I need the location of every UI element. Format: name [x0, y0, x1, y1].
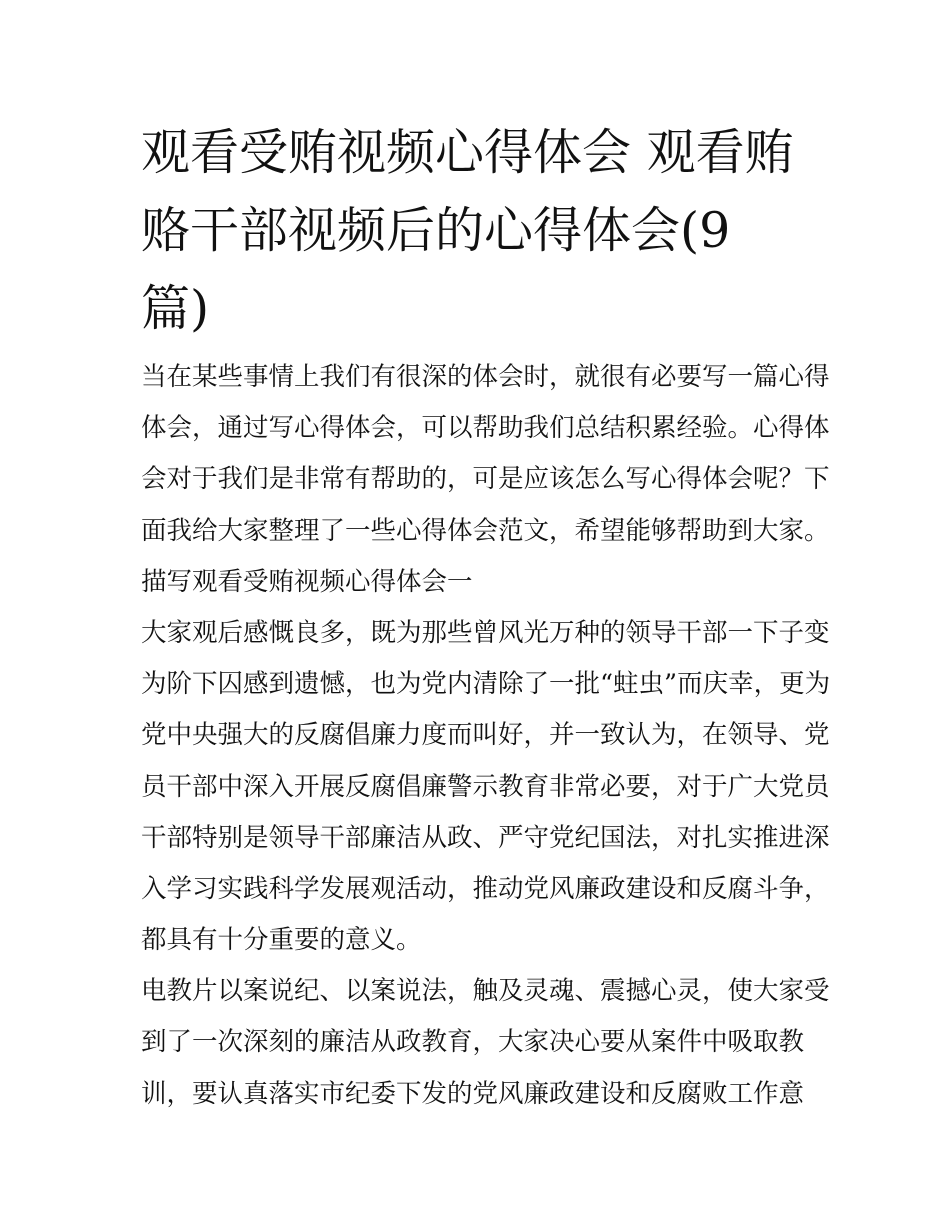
- paragraph-line: 为阶下囚感到遗憾，也为党内清除了一批“蛀虫”而庆幸，更为: [141, 669, 831, 700]
- intro-paragraph: [141, 352, 830, 557]
- document-body: [141, 352, 831, 1120]
- intro-line: 体会，通过写心得体会，可以帮助我们总结积累经验。心得体: [141, 413, 830, 444]
- paragraph-line: 都具有十分重要的意义。: [141, 925, 422, 956]
- section-heading: 描写观看受贿视频心得体会一: [141, 566, 473, 597]
- intro-line: 当在某些事情上我们有很深的体会时，就很有必要写一篇心得: [141, 362, 830, 392]
- title-line-3: 篇): [141, 280, 210, 337]
- paragraph-line: 干部特别是领导干部廉洁从政、严守党纪国法，对扎实推进深: [141, 822, 830, 853]
- paragraph-line: 党中央强大的反腐倡廉力度而叫好，并一致认为，在领导、党: [141, 720, 830, 751]
- intro-line: 面我给大家整理了一些心得体会范文，希望能够帮助到大家。: [141, 515, 830, 546]
- intro-line: 会对于我们是非常有帮助的，可是应该怎么写心得体会呢？下: [141, 464, 830, 495]
- paragraph-line: 电教片以案说纪、以案说法，触及灵魂、震撼心灵，使大家受: [141, 976, 830, 1007]
- document-title: [141, 114, 821, 348]
- paragraph-line: 大家观后感慨良多，既为那些曾风光万种的领导干部一下子变: [141, 617, 830, 648]
- title-line-1: 观看受贿视频心得体会 观看贿: [141, 124, 794, 181]
- paragraph-line: 入学习实践科学发展观活动，推动党风廉政建设和反腐斗争，: [141, 873, 830, 904]
- paragraph-line: 训，要认真落实市纪委下发的党风廉政建设和反腐败工作意: [141, 1078, 805, 1109]
- paragraph-1: [141, 608, 831, 966]
- paragraph-line: 到了一次深刻的廉洁从政教育，大家决心要从案件中吸取教: [141, 1027, 805, 1058]
- paragraph-line: 员干部中深入开展反腐倡廉警示教育非常必要，对于广大党员: [141, 771, 830, 802]
- title-line-2: 赂干部视频后的心得体会(9: [141, 202, 731, 259]
- paragraph-2: [141, 966, 830, 1120]
